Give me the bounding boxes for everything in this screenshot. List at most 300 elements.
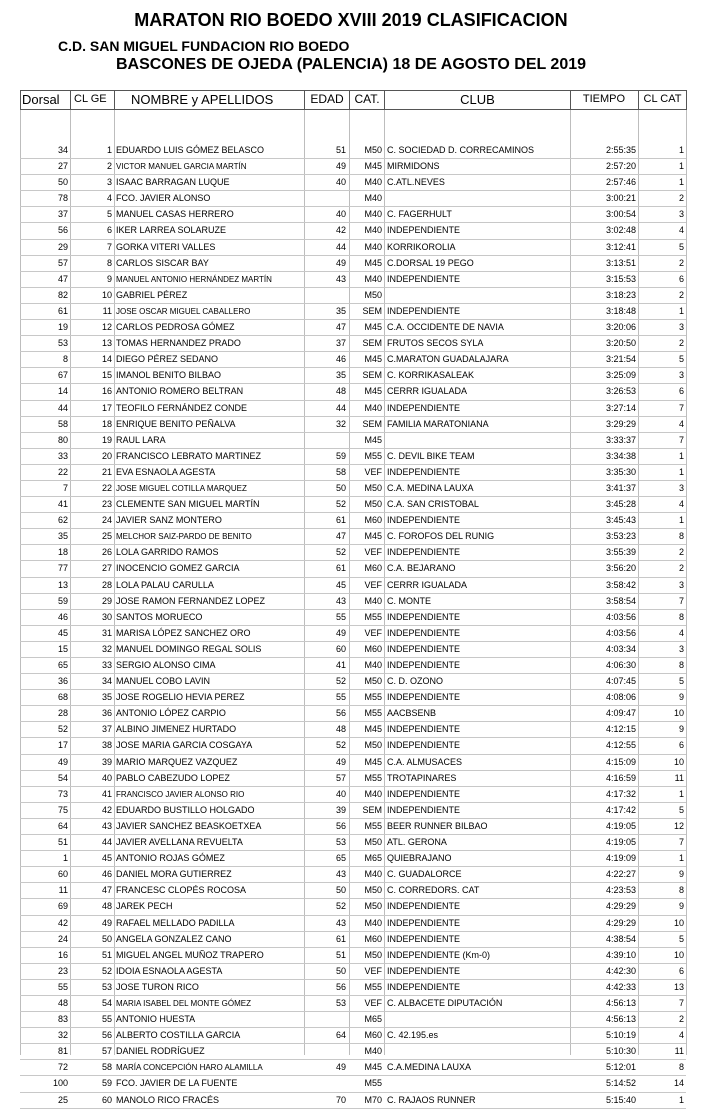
table-row [20,561,686,577]
cl-cat-cell: 1 [678,305,684,316]
cat-cell: M50 [364,885,382,896]
cl-ge-cell: 16 [101,386,112,397]
age-cell: 51 [335,949,346,960]
name-cell: TEOFILO FERNÁNDEZ CONDE [116,402,248,413]
table-row [20,384,686,400]
name-cell: JOSE RAMON FERNANDEZ LOPEZ [116,595,266,606]
cl-ge-cell: 20 [101,450,112,461]
cat-cell: M40 [364,225,382,236]
club-cell: INDEPENDIENTE [387,788,461,799]
cat-cell: M55 [364,820,382,831]
table-row [20,899,686,915]
club-cell: FAMILIA MARATONIANA [387,418,489,429]
dorsal-cell: 49 [57,756,68,767]
age-cell: 35 [335,370,346,381]
cat-cell: M55 [364,708,382,719]
cl-cat-cell: 2 [678,563,684,574]
table-row [20,433,686,449]
col-header-cat: CAT. [354,92,380,106]
club-cell: INDEPENDIENTE [387,627,461,638]
cat-cell: SEM [362,370,382,381]
results-table [20,143,686,1109]
dorsal-cell: 32 [57,1030,68,1041]
cl-cat-cell: 2 [678,193,684,204]
cl-ge-cell: 38 [101,740,112,751]
club-cell: INDEPENDIENTE [387,901,461,912]
table-row [20,867,686,883]
cat-cell: M55 [364,692,382,703]
dorsal-cell: 47 [57,273,68,284]
age-cell: 49 [335,161,346,172]
cl-cat-cell: 5 [678,804,684,815]
table-row [20,594,686,610]
cat-cell: M40 [364,788,382,799]
cl-cat-cell: 7 [678,402,684,413]
cat-cell: VEF [364,547,382,558]
cl-ge-cell: 41 [101,788,112,799]
table-row [20,256,686,272]
table-row [20,191,686,207]
table-row [20,352,686,368]
cl-ge-cell: 30 [101,611,112,622]
cat-cell: M40 [364,193,382,204]
col-header-cl-cat: CL CAT [643,93,682,105]
organizer-line: C.D. SAN MIGUEL FUNDACION RIO BOEDO [58,38,350,54]
table-row [20,706,686,722]
cl-cat-cell: 3 [678,643,684,654]
time-cell: 3:27:14 [605,402,636,413]
time-cell: 4:23:53 [605,885,636,896]
table-row [20,738,686,754]
table-row [20,159,686,175]
time-cell: 4:19:09 [605,853,636,864]
cl-ge-cell: 56 [101,1030,112,1041]
time-cell: 4:17:42 [605,804,636,815]
dorsal-cell: 56 [57,225,68,236]
age-cell [304,433,346,448]
time-cell: 2:55:35 [605,145,636,155]
age-cell: 42 [335,225,346,236]
age-cell [304,288,346,303]
cl-ge-cell: 7 [106,241,112,252]
col-header-age: EDAD [310,92,344,106]
cat-cell: M45 [364,354,382,365]
dorsal-cell: 8 [62,354,68,365]
dorsal-cell: 77 [57,563,68,574]
col-header-club: CLUB [460,92,495,107]
club-cell: C. RAJAOS RUNNER [387,1094,476,1105]
club-cell: INDEPENDIENTE [387,466,461,477]
dorsal-cell: 61 [57,305,68,316]
age-cell: 49 [335,1062,346,1073]
cl-cat-cell: 9 [678,901,684,912]
cat-cell: M50 [364,499,382,510]
cl-cat-cell: 9 [678,692,684,703]
cl-ge-cell: 54 [101,997,112,1008]
time-cell: 3:55:39 [605,547,636,558]
club-cell [387,1076,569,1091]
table-row [20,803,686,819]
cat-cell: M55 [364,772,382,783]
cat-cell: M60 [364,563,382,574]
cl-cat-cell: 5 [678,676,684,687]
time-cell: 4:03:34 [605,643,636,654]
table-row [20,545,686,561]
age-cell: 61 [335,515,346,526]
cl-cat-cell: 8 [678,660,684,670]
cl-cat-cell: 6 [678,740,684,751]
cl-ge-cell: 11 [102,305,112,316]
name-cell: ALBERTO COSTILLA GARCIA [116,1030,241,1041]
name-cell: ALBINO JIMENEZ HURTADO [116,724,237,735]
club-cell: CERRR IGUALADA [387,386,468,397]
table-row [20,626,686,642]
dorsal-cell: 60 [57,869,68,880]
age-cell: 46 [335,354,346,365]
age-cell: 44 [335,402,346,413]
dorsal-cell: 100 [52,1078,68,1089]
table-row [20,529,686,545]
age-cell: 56 [335,820,346,831]
club-cell: C. FOROFOS DEL RUNIG [387,531,495,542]
cl-ge-cell: 43 [101,820,112,831]
age-cell: 41 [335,660,346,670]
dorsal-cell: 59 [57,595,68,606]
time-cell: 4:22:27 [605,869,636,880]
cl-ge-cell: 58 [101,1062,112,1073]
age-cell: 59 [335,450,346,461]
name-cell: MANUEL DOMINGO REGAL SOLIS [116,643,262,654]
dorsal-cell: 48 [57,997,68,1008]
time-cell: 4:09:47 [605,708,636,719]
age-cell: 45 [335,579,346,590]
name-cell: MARIA ISABEL DEL MONTE GÓMEZ [116,998,251,1008]
cl-cat-cell: 3 [678,370,684,381]
name-cell: EDUARDO BUSTILLO HOLGADO [116,804,255,815]
dorsal-cell: 18 [57,547,68,558]
time-cell: 4:29:29 [605,901,636,912]
time-cell: 3:18:48 [605,305,636,316]
name-cell: JOSE MARIA GARCIA COSGAYA [116,740,253,751]
cl-cat-cell: 1 [678,161,684,172]
age-cell [304,1044,346,1059]
name-cell: MELCHOR SAIZ-PARDO DE BENITO [116,532,252,542]
cat-cell: M65 [364,853,382,864]
club-cell [387,288,569,303]
cl-cat-cell: 8 [678,611,684,622]
time-cell: 4:42:33 [605,981,636,992]
time-cell: 3:18:23 [605,289,636,300]
cl-cat-cell: 11 [674,1046,684,1057]
age-cell: 37 [335,338,346,349]
cl-ge-cell: 8 [106,257,112,268]
name-cell: JOSE TURON RICO [116,981,199,992]
time-cell: 3:20:50 [605,338,636,349]
cl-ge-cell: 44 [101,837,112,848]
time-cell: 3:12:41 [605,241,636,252]
cl-ge-cell: 25 [101,531,112,542]
club-cell: C. ALBACETE DIPUTACIÓN [387,997,503,1008]
time-cell: 4:17:32 [605,788,636,799]
table-row [20,1060,686,1076]
cl-ge-cell: 50 [101,933,112,944]
club-cell: INDEPENDIENTE [387,965,461,976]
dorsal-cell: 83 [57,1014,68,1025]
col-header-dorsal: Dorsal [22,92,60,107]
time-cell: 4:03:56 [605,611,636,622]
cl-ge-cell: 59 [101,1078,112,1089]
name-cell: MANOLO RICO FRACÉS [116,1094,220,1105]
name-cell: DIEGO PÉREZ SEDANO [116,354,219,365]
club-cell: AACBSENB [387,708,437,719]
time-cell: 2:57:20 [605,161,636,172]
cl-ge-cell: 17 [101,402,112,413]
dorsal-cell: 29 [57,241,68,252]
dorsal-cell: 55 [57,981,68,992]
name-cell: MARÍA CONCEPCIÓN HARO ALAMILLA [116,1063,263,1073]
time-cell: 4:19:05 [605,820,636,831]
cat-cell: M45 [364,531,382,542]
table-row [20,722,686,738]
club-cell: INDEPENDIENTE [387,643,461,654]
age-cell: 48 [335,386,346,397]
cl-ge-cell: 39 [101,756,112,767]
dorsal-cell: 82 [57,289,68,300]
header-divider [70,90,71,110]
dorsal-cell: 44 [57,402,68,413]
time-cell: 5:14:52 [605,1078,636,1089]
age-cell: 65 [335,853,346,864]
cl-ge-cell: 46 [101,869,112,880]
name-cell: VICTOR MANUEL GARCIA MARTÍN [116,162,247,172]
club-cell: INDEPENDIENTE [387,305,461,316]
name-cell: JOSE OSCAR MIGUEL CABALLERO [116,306,251,316]
age-cell: 50 [335,885,346,896]
cl-ge-cell: 48 [101,901,112,912]
time-cell: 2:57:46 [605,177,636,188]
dorsal-cell: 16 [57,949,68,960]
time-cell: 3:29:29 [605,418,636,429]
age-cell: 40 [335,177,346,188]
time-cell: 3:35:30 [605,466,636,477]
table-row [20,674,686,690]
dorsal-cell: 53 [57,338,68,349]
dorsal-cell: 11 [58,885,68,896]
cat-cell: M40 [364,660,382,670]
name-cell: SERGIO ALONSO CIMA [116,660,216,670]
age-cell: 56 [335,708,346,719]
age-cell: 49 [335,756,346,767]
club-cell: C. KORRIKASALEAK [387,370,475,381]
cl-cat-cell: 3 [678,579,684,590]
table-row [20,513,686,529]
cl-cat-cell: 2 [678,338,684,349]
time-cell: 4:29:29 [605,917,636,928]
cl-ge-cell: 37 [101,724,112,735]
cl-ge-cell: 18 [101,418,112,429]
table-row [20,449,686,465]
cl-ge-cell: 52 [101,965,112,976]
time-cell: 4:16:59 [605,772,636,783]
cat-cell: M60 [364,933,382,944]
dorsal-cell: 78 [57,193,68,204]
club-cell: ATL. GERONA [387,837,447,848]
dorsal-cell: 42 [57,917,68,928]
table-row [20,771,686,787]
time-cell: 4:15:09 [605,756,636,767]
cat-cell: VEF [364,466,382,477]
dorsal-cell: 51 [57,837,68,848]
cat-cell: VEF [364,627,382,638]
club-cell: INDEPENDIENTE [387,724,461,735]
cat-cell: M60 [364,643,382,654]
cat-cell: M50 [364,837,382,848]
time-cell: 3:58:54 [605,595,636,606]
time-cell: 3:15:53 [605,273,636,284]
cat-cell: M60 [364,1030,382,1041]
club-cell: INDEPENDIENTE [387,273,461,284]
time-cell: 4:12:55 [605,740,636,751]
cl-cat-cell: 5 [678,933,684,944]
cl-cat-cell: 10 [673,708,684,719]
cl-cat-cell: 8 [678,885,684,896]
cat-cell: M50 [364,482,382,493]
dorsal-cell: 35 [57,531,68,542]
cl-ge-cell: 28 [101,579,112,590]
cl-ge-cell: 5 [106,209,112,220]
name-cell: JOSE ROGELIO HEVIA PEREZ [116,692,245,703]
age-cell: 47 [335,322,346,333]
name-cell: IKER LARREA SOLARUZE [116,225,227,236]
cat-cell: VEF [364,965,382,976]
time-cell: 4:19:05 [605,837,636,848]
club-cell [387,433,569,448]
dorsal-cell: 36 [57,676,68,687]
dorsal-cell: 1 [62,853,68,864]
cat-cell: M40 [364,402,382,413]
name-cell: SANTOS MORUECO [116,611,203,622]
club-cell: C.ATL.NEVES [387,177,445,188]
name-cell: ANTONIO ROJAS GÓMEZ [116,853,225,864]
table-row [20,1093,686,1109]
club-cell: INDEPENDIENTE [387,611,461,622]
cat-cell: M65 [364,1014,382,1025]
cl-cat-cell: 7 [678,595,684,606]
age-cell: 40 [335,788,346,799]
cl-ge-cell: 6 [106,225,112,236]
cl-ge-cell: 10 [101,289,112,300]
name-cell: EVA ESNAOLA AGESTA [116,466,216,477]
age-cell: 43 [335,595,346,606]
dorsal-cell: 80 [57,434,68,445]
age-cell: 51 [335,145,346,155]
table-row [20,883,686,899]
name-cell: ISAAC BARRAGAN LUQUE [116,177,230,188]
club-cell: C.A. MEDINA LAUXA [387,482,474,493]
club-cell: C. DEVIL BIKE TEAM [387,450,475,461]
time-cell: 3:34:38 [605,450,636,461]
name-cell: PABLO CABEZUDO LOPEZ [116,772,230,783]
cl-cat-cell: 7 [678,434,684,445]
club-cell: C.A. BEJARANO [387,563,456,574]
club-cell: C.A. ALMUSACES [387,756,463,767]
age-cell: 40 [335,209,346,220]
age-cell: 61 [335,563,346,574]
name-cell: FRANCISCO LEBRATO MARTINEZ [116,450,262,461]
cat-cell: M45 [364,257,382,268]
time-cell: 5:10:30 [605,1046,636,1057]
cl-cat-cell: 10 [673,949,684,960]
cl-cat-cell: 3 [678,209,684,220]
dorsal-cell: 65 [57,660,68,670]
cat-cell: M55 [364,981,382,992]
page-title: MARATON RIO BOEDO XVIII 2019 CLASIFICACION [134,10,568,30]
name-cell: DANIEL MORA GUTIERREZ [116,869,232,880]
age-cell: 70 [335,1094,346,1105]
table-row [20,304,686,320]
time-cell: 5:15:40 [605,1094,636,1105]
age-cell: 44 [335,241,346,252]
dorsal-cell: 13 [57,579,68,590]
name-cell: MIGUEL ANGEL MUÑOZ TRAPERO [116,949,264,960]
cl-cat-cell: 14 [673,1078,684,1089]
cat-cell: M40 [364,241,382,252]
table-row [20,175,686,191]
name-cell: ANTONIO ROMERO BELTRAN [116,386,244,397]
age-cell: 55 [335,611,346,622]
club-cell: C. GUADALORCE [387,869,462,880]
name-cell: MARIO MARQUEZ VAZQUEZ [116,756,238,767]
club-cell: INDEPENDIENTE [387,547,461,558]
club-cell: C.A. SAN CRISTOBAL [387,499,479,510]
table-row [20,320,686,336]
cat-cell: M60 [364,515,382,526]
club-cell: INDEPENDIENTE [387,917,461,928]
cl-ge-cell: 1 [106,145,112,155]
age-cell: 58 [335,466,346,477]
location-date-line: BASCONES DE OJEDA (PALENCIA) 18 DE AGOSTO DEL 2019 [115,56,587,73]
cl-ge-cell: 33 [101,660,112,670]
table-row [20,964,686,980]
cl-cat-cell: 8 [678,531,684,542]
name-cell: MANUEL ANTONIO HERNÁNDEZ MARTÍN [116,274,272,284]
table-row [20,1028,686,1044]
cl-cat-cell: 1 [678,853,684,864]
dorsal-cell: 7 [62,482,68,493]
cat-cell: M40 [364,177,382,188]
age-cell: 57 [335,772,346,783]
age-cell: 32 [335,418,346,429]
age-cell: 48 [335,724,346,735]
cl-cat-cell: 12 [673,820,684,831]
dorsal-cell: 24 [57,933,68,944]
cat-cell: M50 [364,949,382,960]
dorsal-cell: 22 [57,466,68,477]
cat-cell: SEM [362,804,382,815]
name-cell: RAUL LARA [116,434,166,445]
name-cell: JAVIER AVELLANA REVUELTA [116,837,243,848]
name-cell: ENRIQUE BENITO PEÑALVA [116,418,236,429]
cl-ge-cell: 36 [101,708,112,719]
cl-cat-cell: 1 [678,788,684,799]
dorsal-cell: 33 [57,450,68,461]
age-cell: 50 [335,965,346,976]
time-cell: 3:45:43 [605,515,636,526]
table-row [20,240,686,256]
cl-cat-cell: 8 [678,1062,684,1073]
club-cell: BEER RUNNER BILBAO [387,820,488,831]
time-cell: 4:12:15 [605,724,636,735]
